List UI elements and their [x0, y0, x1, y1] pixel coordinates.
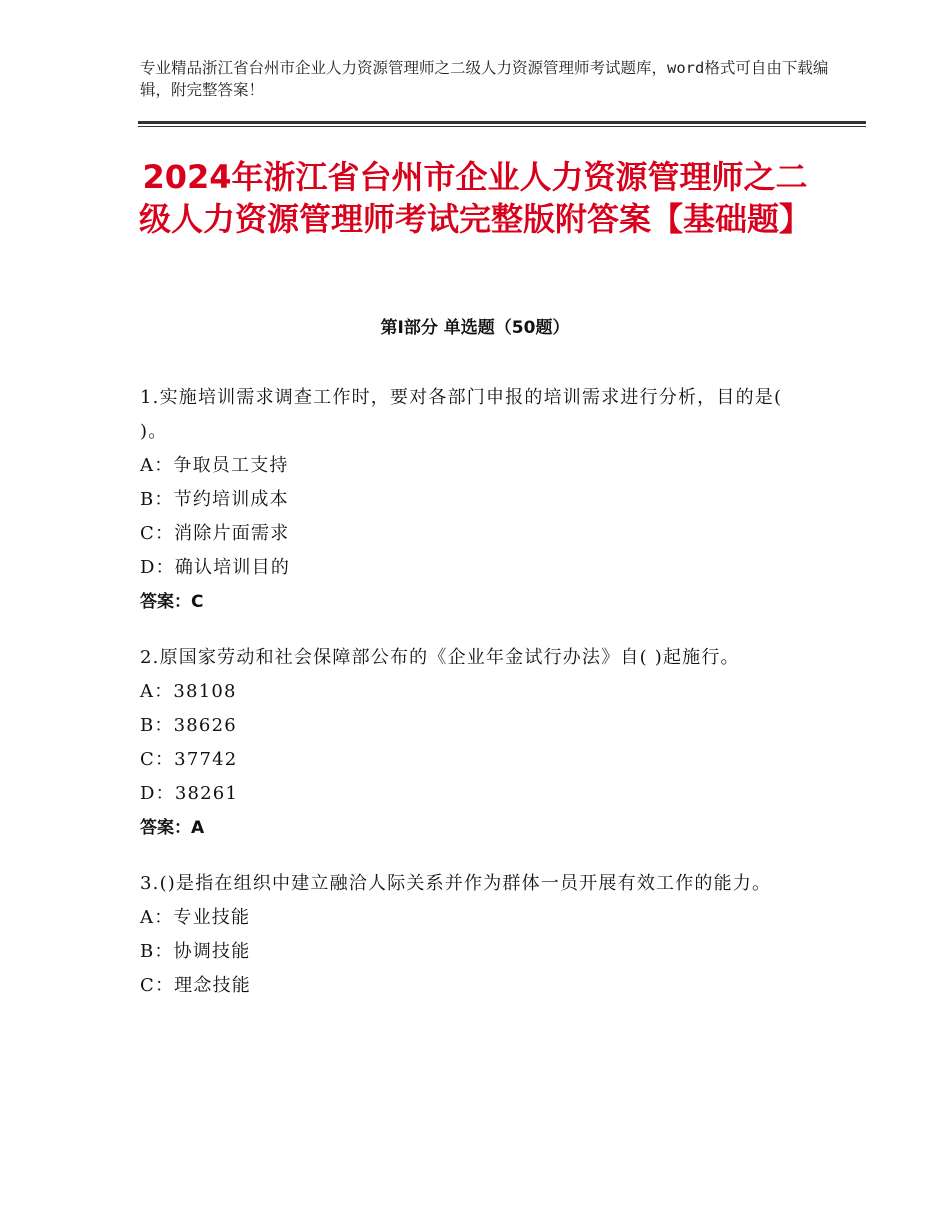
option-d: D：38261	[140, 783, 239, 804]
option-b: B：协调技能	[140, 941, 251, 962]
option-d: D：确认培训目的	[140, 557, 291, 578]
question-1	[140, 381, 800, 619]
option-a: A：38108	[140, 681, 237, 702]
header-note: 专业精品浙江省台州市企业人力资源管理师之二级人力资源管理师考试题库，word格式可自由下载编辑，附完整答案！	[140, 59, 829, 99]
option-a: A：专业技能	[140, 907, 251, 928]
header-divider-thick	[138, 121, 866, 124]
document-title: 2024年浙江省台州市企业人力资源管理师之二级人力资源管理师考试完整版附答案【基础题】	[138, 158, 811, 238]
option-a: A：争取员工支持	[140, 455, 289, 476]
option-c: C：理念技能	[140, 975, 251, 996]
option-c: C：37742	[140, 749, 238, 770]
header-divider-thin	[138, 126, 866, 127]
option-c: C：消除片面需求	[140, 523, 290, 544]
question-3	[140, 867, 800, 1003]
answer: 答案：C	[140, 592, 204, 612]
option-b: B：节约培训成本	[140, 489, 289, 510]
question-text: 1.实施培训需求调查工作时，要对各部门申报的培训需求进行分析，目的是( )。	[140, 387, 783, 442]
option-b: B：38626	[140, 715, 237, 736]
question-text: 2.原国家劳动和社会保障部公布的《企业年金试行办法》自( )起施行。	[140, 647, 740, 668]
answer: 答案：A	[140, 818, 205, 838]
question-text: 3.()是指在组织中建立融洽人际关系并作为群体一员开展有效工作的能力。	[140, 873, 772, 894]
section-title: 第Ⅰ部分 单选题（50题）	[380, 318, 570, 338]
question-2	[140, 641, 800, 845]
question-list	[140, 381, 800, 1025]
